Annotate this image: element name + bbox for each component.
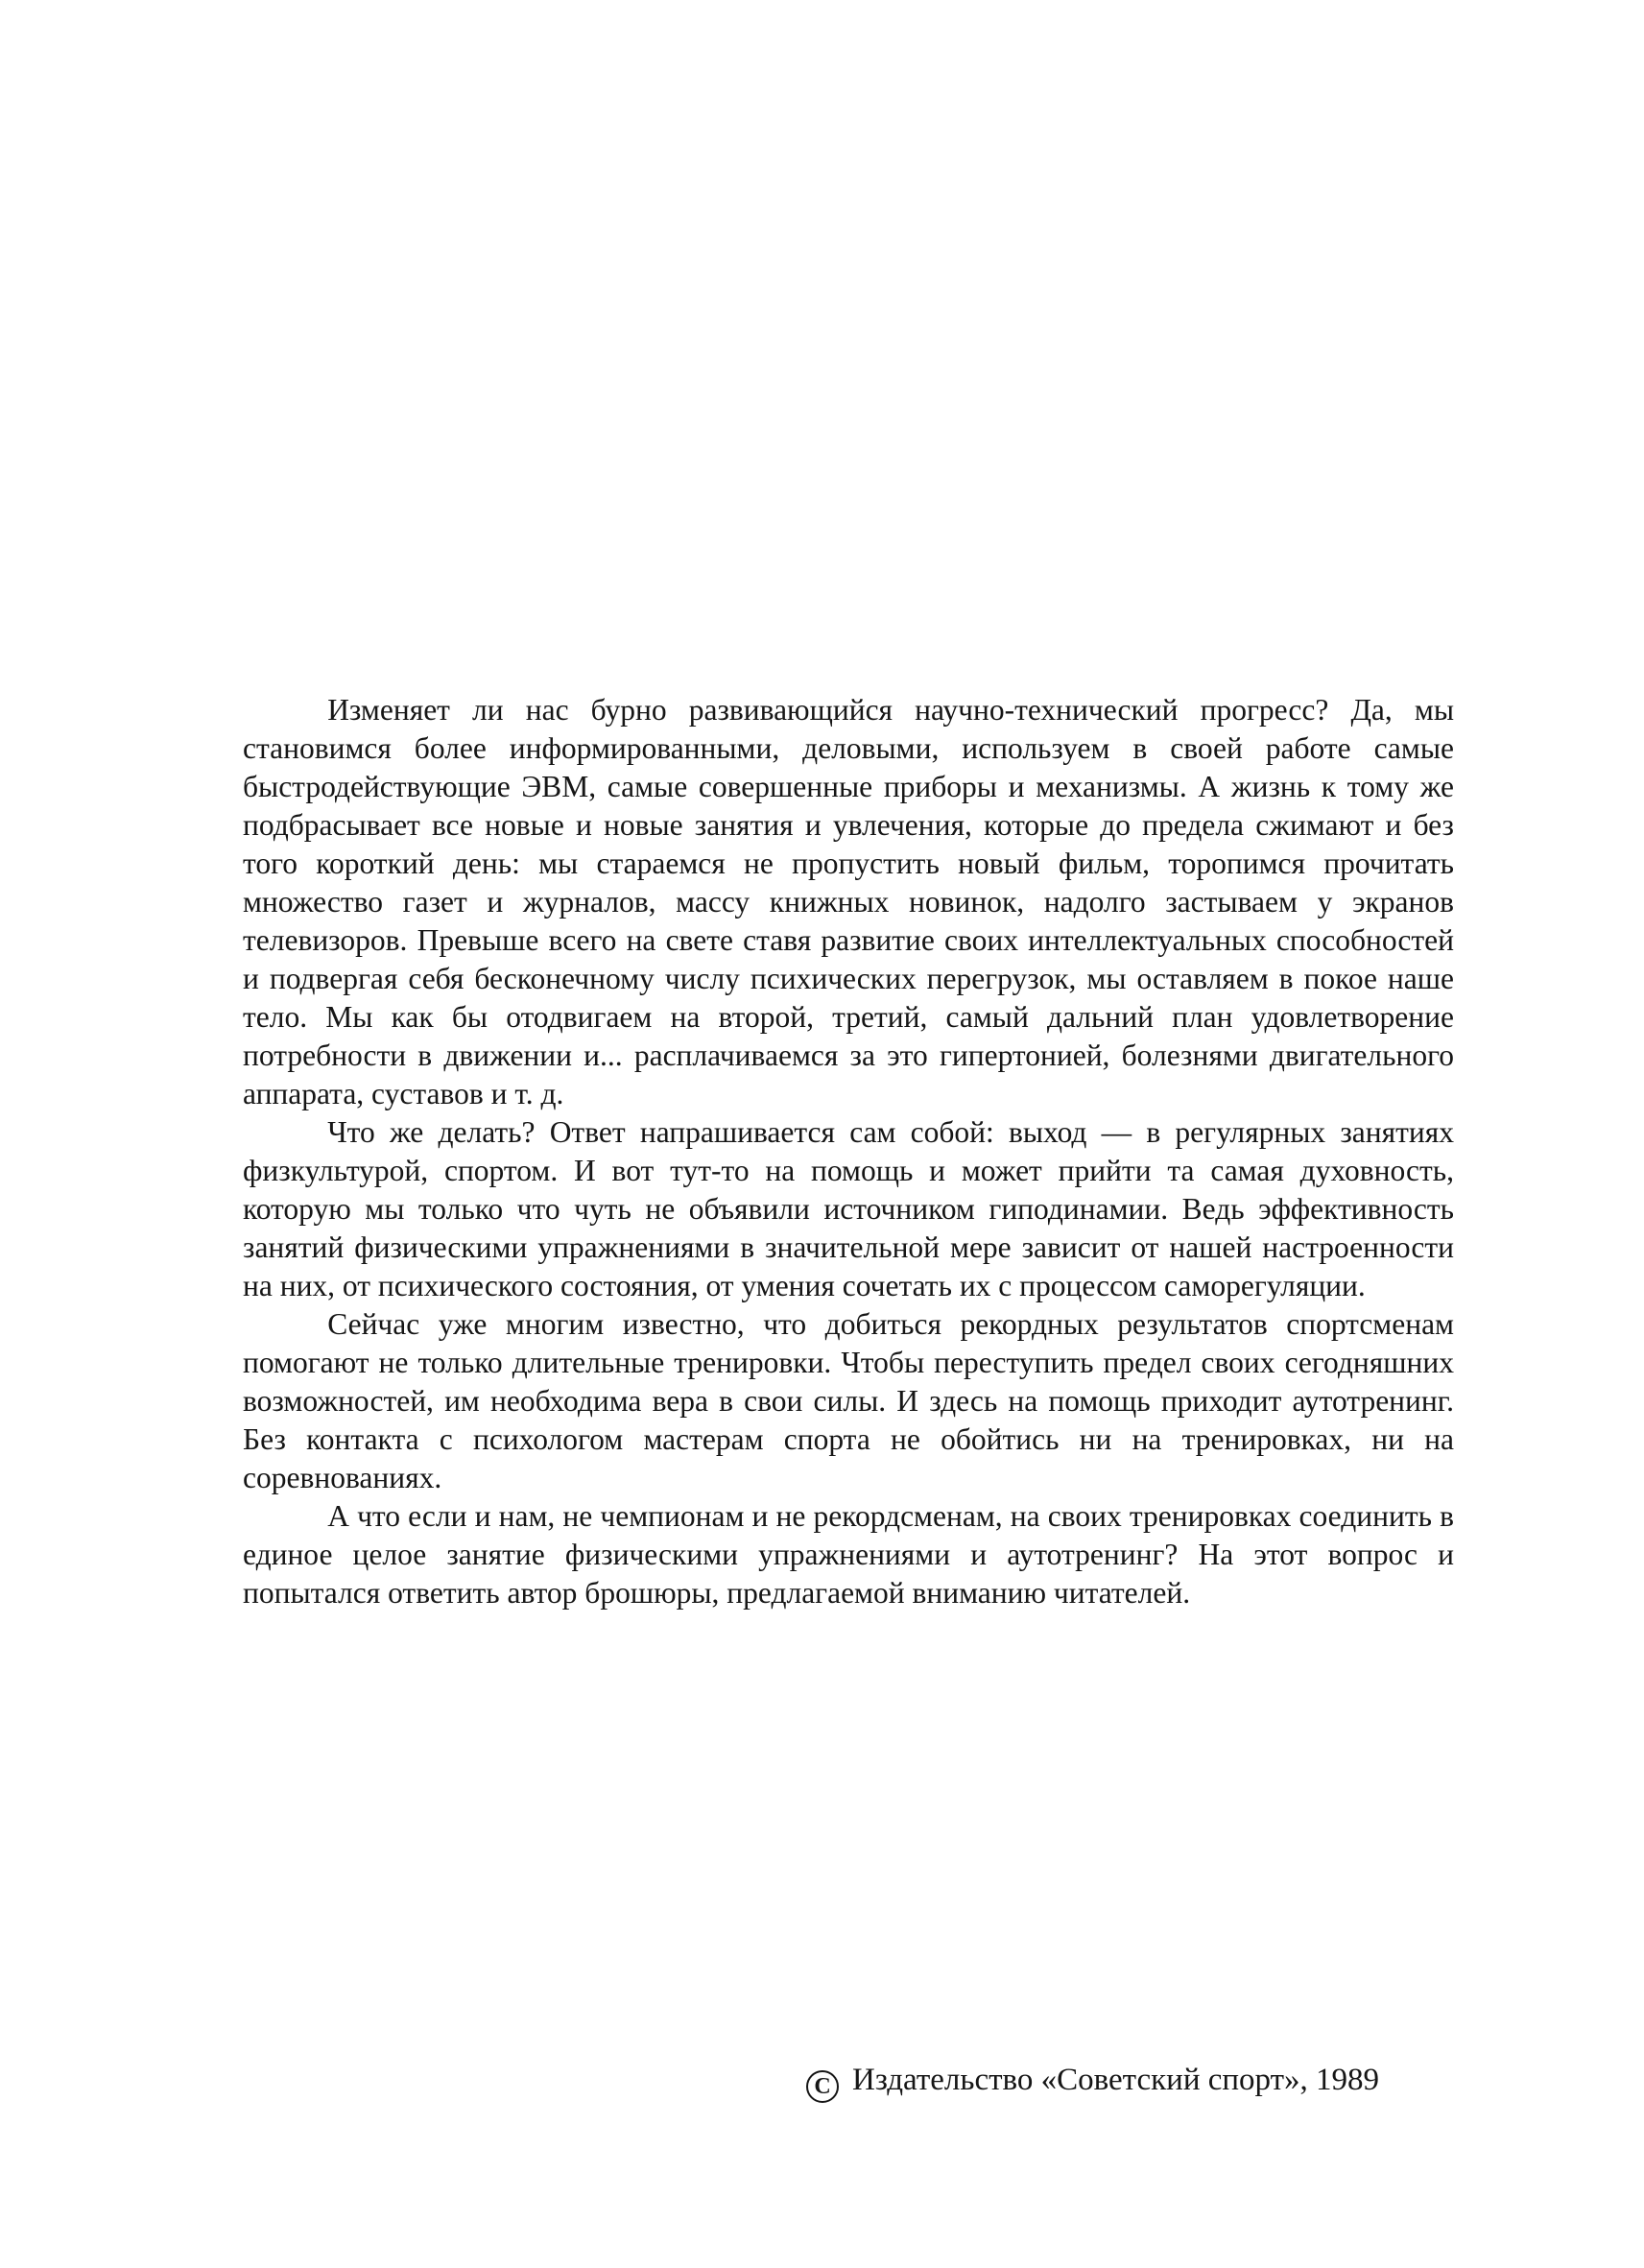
paragraph-4: А что если и нам, не чемпионам и не рекордсменам, на своих тренировках соединить в единое целое занятие физическими упражнениями и аутотренинг? На этот вопрос и попытался ответить автор брошюры, предлагаемой вниманию читателей. bbox=[243, 1499, 1454, 1610]
copyright-notice bbox=[806, 2061, 1459, 2103]
paragraph-1: Изменяет ли нас бурно развивающийся научно-технический прогресс? Да, мы становимся более информированными, деловыми, используем в своей работе самые быстродействующие ЭВМ, самые совершенные приборы и механизмы. А жизнь к тому же подбрасывает все новые и новые занятия и увлечения, которые до предела сжимают и без того короткий день: мы стараемся не пропустить новый фильм, торопимся прочитать множество газет и журналов, массу книжных новинок, надолго застываем у экранов телевизоров. Превыше всего на свете ставя развитие своих интеллектуальных способностей и подвергая себя бесконечному числу психических перегрузок, мы оставляем в покое наше тело. Мы как бы отодвигаем на второй, третий, самый дальний план удовлетворение потребности в движении и... расплачиваемся за это гипертонией, болезнями двигательного аппарата, суставов и т. д. bbox=[243, 693, 1454, 1110]
paragraph-2: Что же делать? Ответ напрашивается сам собой: выход — в регулярных занятиях физкультурой, спортом. И вот тут-то на помощь и может прийти та самая духовность, которую мы только что чуть не объявили источником гиподинамии. Ведь эффективность занятий физическими упражнениями в значительной мере зависит от нашей настроенности на них, от психического состояния, от умения сочетать их с процессом саморегуляции. bbox=[243, 1115, 1454, 1302]
publisher-line: Издательство «Советский спорт», 1989 bbox=[852, 2063, 1380, 2097]
preface-text bbox=[243, 691, 1454, 1612]
copyright-icon: C bbox=[806, 2070, 839, 2103]
paragraph-3: Сейчас уже многим известно, что добиться рекордных результатов спортсменам помогают не только длительные тренировки. Чтобы переступить предел своих сегодняшних возможностей, им необходима вера в свои силы. И здесь на помощь приходит аутотренинг. Без контакта с психологом мастерам спорта не обойтись ни на тренировках, ни на соревнованиях. bbox=[243, 1307, 1454, 1494]
